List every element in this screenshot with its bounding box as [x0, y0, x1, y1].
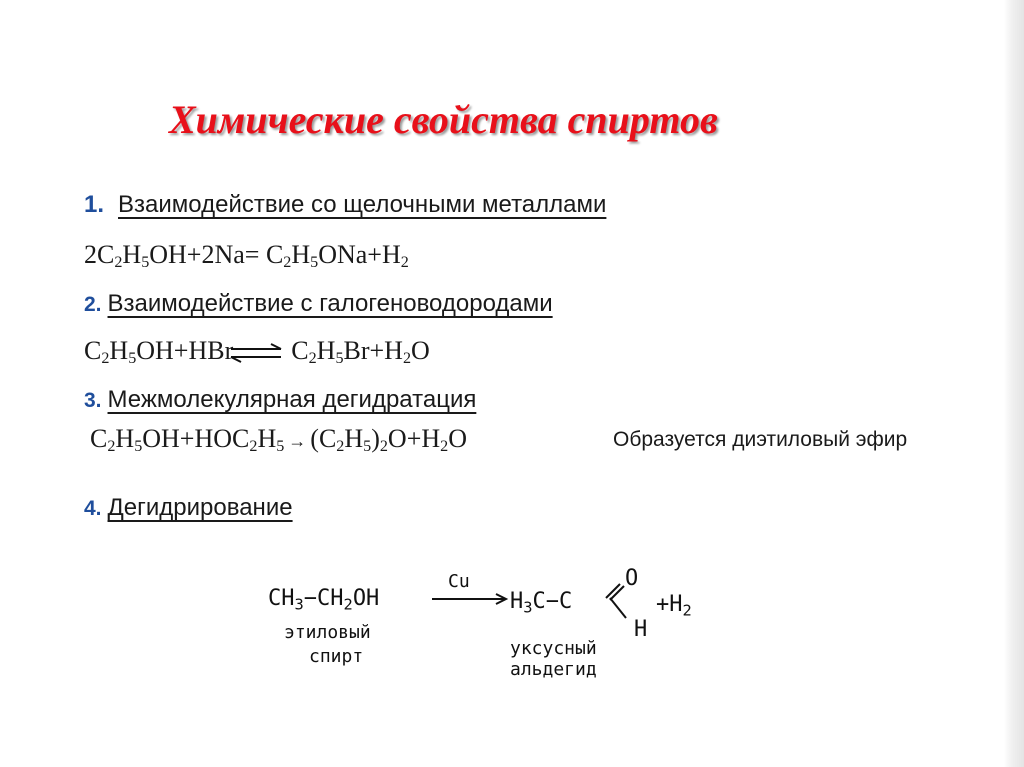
- equation-1: $2C_2H_5OH+2Na= C_2H_5ONa+H_2$: [84, 240, 409, 272]
- scheme-reactant-name-2: спирт: [309, 646, 364, 667]
- item-4-number: 4.: [84, 497, 102, 520]
- item-2: [84, 290, 553, 318]
- equation-3-note: Образуется диэтиловый эфир: [613, 428, 908, 451]
- scheme-hydrogen: H: [634, 617, 648, 642]
- scheme-arrow-icon: [430, 592, 510, 606]
- item-1-heading: Взаимодействие со щелочными металлами: [118, 191, 607, 218]
- scheme-oxygen: O: [625, 566, 639, 591]
- item-2-heading: Взаимодействие с галогеноводородами: [107, 290, 553, 317]
- scheme-product-name-1: уксусный: [510, 638, 597, 659]
- equation-3: $C_2H_5OH+HOC_2H_5 \to (C_2H_5)_2O+H_2O$: [90, 424, 467, 456]
- item-3-heading: Межмолекулярная дегидратация: [107, 386, 477, 413]
- item-2-number: 2.: [84, 293, 102, 316]
- slide-frame-edge: [1004, 0, 1024, 767]
- item-1-number: 1.: [84, 191, 105, 218]
- item-4-heading: Дегидрирование: [107, 494, 293, 521]
- scheme-catalyst: Cu: [448, 571, 470, 592]
- scheme-product: $H_3C-C$: [510, 589, 573, 617]
- item-1: [84, 191, 606, 219]
- item-3: [84, 386, 476, 414]
- slide-title: Химические свойства спиртов: [169, 97, 718, 142]
- equilibrium-arrow-icon: [227, 342, 287, 364]
- item-4: [84, 494, 293, 522]
- scheme-reactant: $CH_3-CH_2OH$: [268, 586, 380, 614]
- reaction-arrow-icon: →: [288, 431, 307, 451]
- equation-2: $C_2H_5OH+HBr$ $C_2H_5Br+H_2O$: [84, 336, 430, 368]
- scheme-reactant-name-1: этиловый: [284, 622, 371, 643]
- scheme-product-name-2: альдегид: [510, 659, 597, 680]
- item-3-number: 3.: [84, 389, 102, 412]
- scheme-byproduct: $+H_2$: [656, 592, 692, 620]
